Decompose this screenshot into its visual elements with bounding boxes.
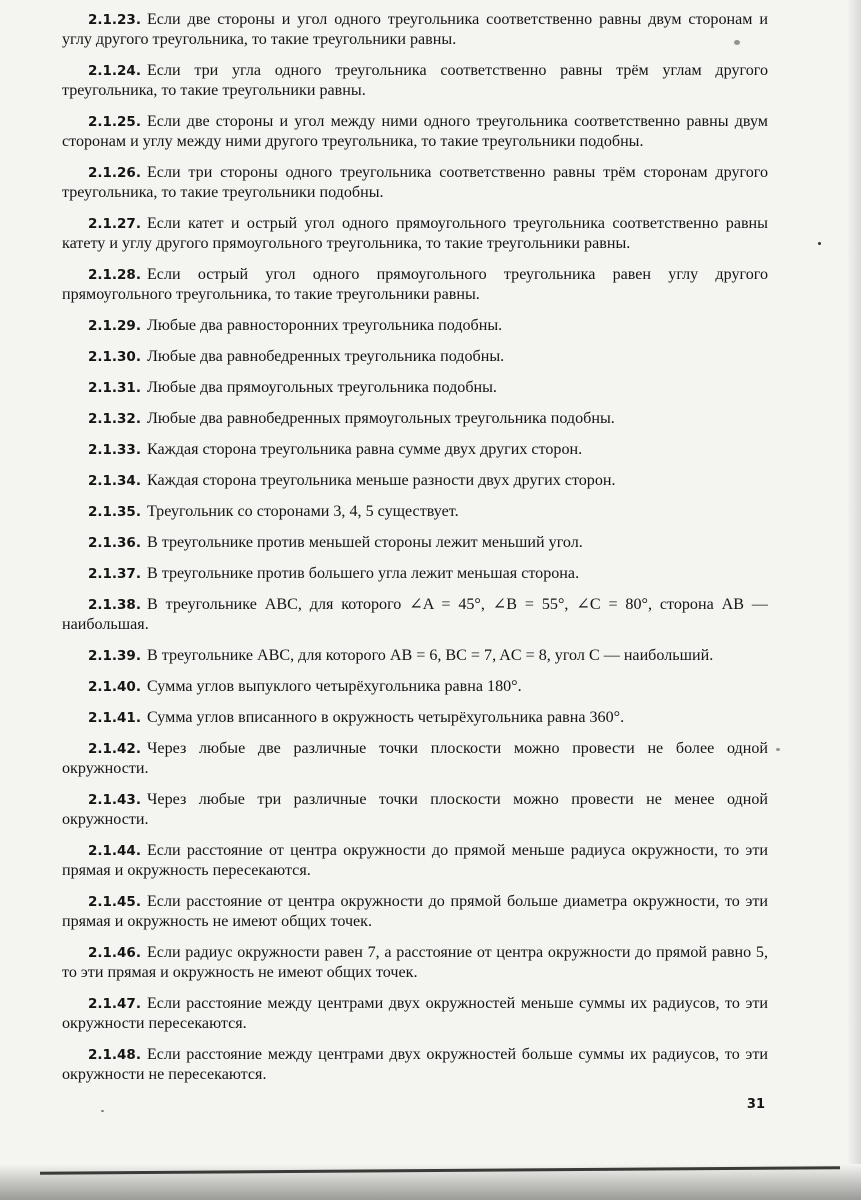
exercise-text: В треугольнике против меньшей стороны лежит меньший угол. <box>146 534 583 551</box>
scan-speck <box>734 40 740 45</box>
exercise-item <box>62 564 768 584</box>
exercise-number: 2.1.35. <box>88 504 141 520</box>
exercise-text: В треугольнике ABC, для которого ∠A = 45°, ∠B = 55°, ∠C = 80°, сторона AB — наибольшая. <box>62 596 768 633</box>
exercise-item <box>62 440 768 460</box>
exercise-text: Треугольник со сторонами 3, 4, 5 существует. <box>146 503 459 520</box>
exercise-number: 2.1.32. <box>88 411 141 427</box>
exercise-number: 2.1.36. <box>88 535 141 551</box>
exercise-number: 2.1.42. <box>88 741 141 757</box>
exercise-item <box>62 265 768 304</box>
exercise-number: 2.1.44. <box>88 843 141 859</box>
exercise-item <box>62 10 768 49</box>
exercise-item <box>62 790 768 829</box>
exercise-text: Сумма углов вписанного в окружность четырёхугольника равна 360°. <box>146 709 625 726</box>
exercise-item <box>62 994 768 1033</box>
exercise-item <box>62 646 768 666</box>
exercise-number: 2.1.29. <box>88 318 141 334</box>
exercise-number: 2.1.26. <box>88 165 141 181</box>
exercise-item <box>62 841 768 880</box>
exercise-number: 2.1.38. <box>88 597 141 613</box>
exercise-number: 2.1.28. <box>88 267 141 283</box>
exercise-text: Если острый угол одного прямоугольного треугольника равен углу другого прямоугольного треугольника, то такие треугольники равны. <box>62 266 768 303</box>
exercise-text: Любые два равносторонних треугольника подобны. <box>146 317 503 334</box>
exercise-text: Любые два прямоугольных треугольника подобны. <box>146 379 497 396</box>
exercise-item <box>62 61 768 100</box>
exercise-item <box>62 739 768 778</box>
exercise-text: Если три угла одного треугольника соответственно равны трём углам другого треугольника, то такие треугольники равны. <box>62 62 768 99</box>
exercise-text: Если расстояние от центра окружности до прямой больше диаметра окружности, то эти прямая и окружность не имеют общих точек. <box>62 893 768 930</box>
exercise-item <box>62 1045 768 1084</box>
exercise-number: 2.1.45. <box>88 894 141 910</box>
exercise-item <box>62 163 768 202</box>
exercise-text: В треугольнике ABC, для которого AB = 6, BC = 7, AC = 8, угол C — наибольший. <box>146 647 714 664</box>
exercise-number: 2.1.39. <box>88 648 141 664</box>
exercise-number: 2.1.43. <box>88 792 141 808</box>
exercise-number: 2.1.33. <box>88 442 141 458</box>
exercise-item <box>62 677 768 697</box>
exercise-item <box>62 595 768 634</box>
exercise-text: Если расстояние между центрами двух окружностей меньше суммы их радиусов, то эти окружности пересекаются. <box>62 995 768 1032</box>
exercise-number: 2.1.23. <box>88 12 141 28</box>
exercise-item <box>62 214 768 253</box>
exercise-number: 2.1.24. <box>88 63 141 79</box>
scan-speck <box>101 1110 104 1112</box>
exercise-text: Если три стороны одного треугольника соответственно равны трём сторонам другого треугольника, то такие треугольники подобны. <box>62 164 768 201</box>
exercise-text: Если две стороны и угол между ними одного треугольника соответственно равны двум сторонам и углу между ними другого треугольника, то такие треугольники подобны. <box>62 113 768 150</box>
exercise-text: Сумма углов выпуклого четырёхугольника равна 180°. <box>146 678 522 695</box>
exercise-number: 2.1.48. <box>88 1047 141 1063</box>
exercise-list <box>62 10 768 1096</box>
exercise-item <box>62 502 768 522</box>
exercise-text: В треугольнике против большего угла лежит меньшая сторона. <box>146 565 580 582</box>
exercise-text: Если катет и острый угол одного прямоугольного треугольника соответственно равны катету и углу другого прямоугольного треугольника, то такие треугольники равны. <box>62 215 768 252</box>
exercise-number: 2.1.30. <box>88 349 141 365</box>
exercise-item <box>62 409 768 429</box>
exercise-text: Каждая сторона треугольника равна сумме двух других сторон. <box>146 441 583 458</box>
exercise-text: Любые два равнобедренных треугольника подобны. <box>146 348 505 365</box>
exercise-text: Через любые три различные точки плоскости можно провести не менее одной окружности. <box>62 791 768 828</box>
exercise-number: 2.1.31. <box>88 380 141 396</box>
scan-speck <box>776 748 780 751</box>
exercise-number: 2.1.37. <box>88 566 141 582</box>
exercise-item <box>62 378 768 398</box>
exercise-item <box>62 533 768 553</box>
page-number: 31 <box>746 1097 765 1112</box>
exercise-number: 2.1.40. <box>88 679 141 695</box>
exercise-text: Любые два равнобедренных прямоугольных треугольника подобны. <box>146 410 615 427</box>
exercise-text: Если расстояние между центрами двух окружностей больше суммы их радиусов, то эти окружности не пересекаются. <box>62 1046 768 1083</box>
exercise-number: 2.1.47. <box>88 996 141 1012</box>
exercise-item <box>62 892 768 931</box>
exercise-number: 2.1.34. <box>88 473 141 489</box>
exercise-text: Каждая сторона треугольника меньше разности двух других сторон. <box>146 472 616 489</box>
exercise-item <box>62 316 768 336</box>
exercise-text: Если две стороны и угол одного треугольника соответственно равны двум сторонам и углу другого треугольника, то такие треугольники равны. <box>62 11 768 48</box>
exercise-item <box>62 943 768 982</box>
exercise-item <box>62 112 768 151</box>
exercise-number: 2.1.27. <box>88 216 141 232</box>
scan-speck <box>818 242 821 245</box>
exercise-item <box>62 471 768 491</box>
exercise-text: Если радиус окружности равен 7, а расстояние от центра окружности до прямой равно 5, то эти прямая и окружность не имеют общих точек. <box>62 944 768 981</box>
exercise-item <box>62 708 768 728</box>
exercise-number: 2.1.46. <box>88 945 141 961</box>
exercise-number: 2.1.25. <box>88 114 141 130</box>
exercise-number: 2.1.41. <box>88 710 141 726</box>
exercise-text: Через любые две различные точки плоскости можно провести не более одной окружности. <box>62 740 768 777</box>
exercise-item <box>62 347 768 367</box>
exercise-text: Если расстояние от центра окружности до прямой меньше радиуса окружности, то эти прямая и окружность пересекаются. <box>62 842 768 879</box>
page-edge-shadow <box>847 0 861 1200</box>
